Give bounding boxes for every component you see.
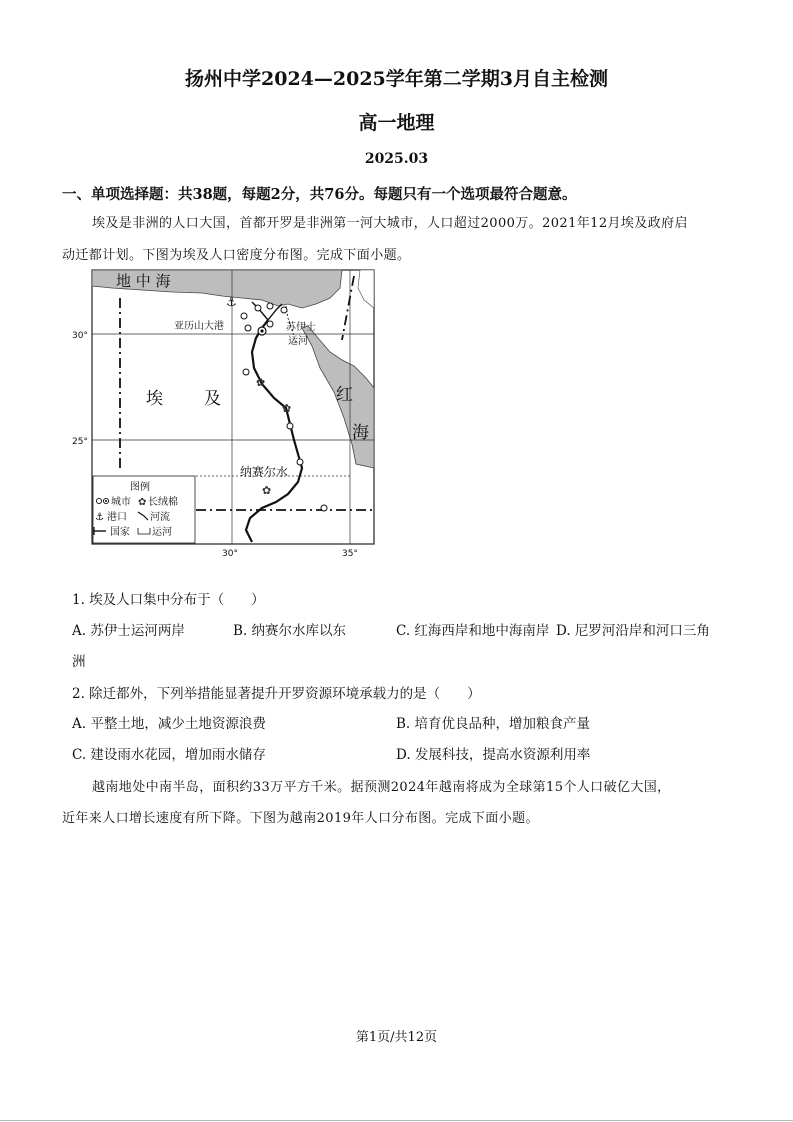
exam-date: 2025.03 xyxy=(364,151,429,167)
cotton-icon: ✿ xyxy=(256,376,266,389)
question-1-option-d: D. 尼罗河沿岸和河口三角 xyxy=(556,623,710,639)
question-1-option-d-cont: 洲 xyxy=(72,654,86,670)
question-1-option-c: C. 红海西岸和地中海南岸 xyxy=(396,623,550,639)
question-1-option-a: A. 苏伊士运河两岸 xyxy=(72,623,185,639)
red-sea-label-2: 海 xyxy=(352,423,369,443)
legend-cotton-icon: ✿ xyxy=(138,497,147,508)
lat-25-label: 25° xyxy=(72,437,88,447)
bottom-rule xyxy=(0,1120,793,1121)
legend-port-icon: ⚓ xyxy=(95,512,104,523)
svg-text:河流: 河流 xyxy=(150,512,170,523)
nasser-label: 纳赛尔水 xyxy=(240,465,289,479)
question-2-option-b: B. 培育优良品种，增加粮食产量 xyxy=(396,716,591,732)
egypt-label-2: 及 xyxy=(204,389,221,409)
cotton-icon: ✿ xyxy=(282,402,292,415)
question-2-stem: 2. 除迁都外，下列举措能显著提升开罗资源环境承载力的是（ ） xyxy=(72,686,481,702)
svg-text:国家: 国家 xyxy=(110,527,130,538)
egypt-label-1: 埃 xyxy=(146,389,163,409)
question-1-stem: 1. 埃及人口集中分布于（ ） xyxy=(72,592,265,608)
passage-2-line-1: 越南地处中南半岛，面积约33万平方千米。据预测2024年越南将成为全球第15个人口破亿大国， xyxy=(92,780,671,795)
lon-30-label: 30° xyxy=(222,549,238,559)
canal-label: 运河 xyxy=(288,336,308,347)
question-2-option-c: C. 建设雨水花园，增加雨水储存 xyxy=(72,747,266,763)
map-legend xyxy=(93,476,195,543)
svg-text:运河: 运河 xyxy=(152,527,172,538)
question-1-option-b: B. 纳赛尔水库以东 xyxy=(233,623,347,639)
svg-text:图例: 图例 xyxy=(130,482,150,493)
egypt-population-map xyxy=(72,268,376,559)
exam-title: 扬州中学2024—2025学年第二学期3月自主检测 xyxy=(185,68,608,90)
suez-label: 苏伊士 xyxy=(286,322,316,333)
red-sea-label-1: 红 xyxy=(336,385,353,405)
lon-35-label: 35° xyxy=(342,549,358,559)
section-heading: 一、单项选择题：共38题，每题2分，共76分。每题只有一个选项最符合题意。 xyxy=(62,186,577,203)
lat-30-label: 30° xyxy=(72,331,88,341)
cotton-icon: ✿ xyxy=(262,484,272,497)
alexandria-label: 亚历山大港 xyxy=(174,321,224,332)
svg-text:港口: 港口 xyxy=(107,512,127,523)
legend-city-icon xyxy=(96,498,101,503)
mediterranean-label: 地 中 海 xyxy=(116,272,171,290)
passage-1-line-1: 埃及是非洲的人口大国，首都开罗是非洲第一河大城市，人口超过2000万。2021年12月埃及政府启 xyxy=(92,216,688,231)
question-2-option-d: D. 发展科技，提高水资源利用率 xyxy=(396,747,591,763)
svg-text:长绒棉: 长绒棉 xyxy=(148,497,178,508)
question-2-option-a: A. 平整土地，减少土地资源浪费 xyxy=(72,716,266,732)
passage-2-line-2: 近年来人口增长速度有所下降。下图为越南2019年人口分布图。完成下面小题。 xyxy=(62,811,539,826)
subject-title: 高一地理 xyxy=(358,112,435,134)
passage-1-line-2: 动迁都计划。下图为埃及人口密度分布图。完成下面小题。 xyxy=(62,248,411,263)
page-number: 第1页/共12页 xyxy=(355,1030,438,1045)
svg-text:城市: 城市 xyxy=(111,497,131,508)
port-anchor-icon: ⚓ xyxy=(226,295,237,309)
